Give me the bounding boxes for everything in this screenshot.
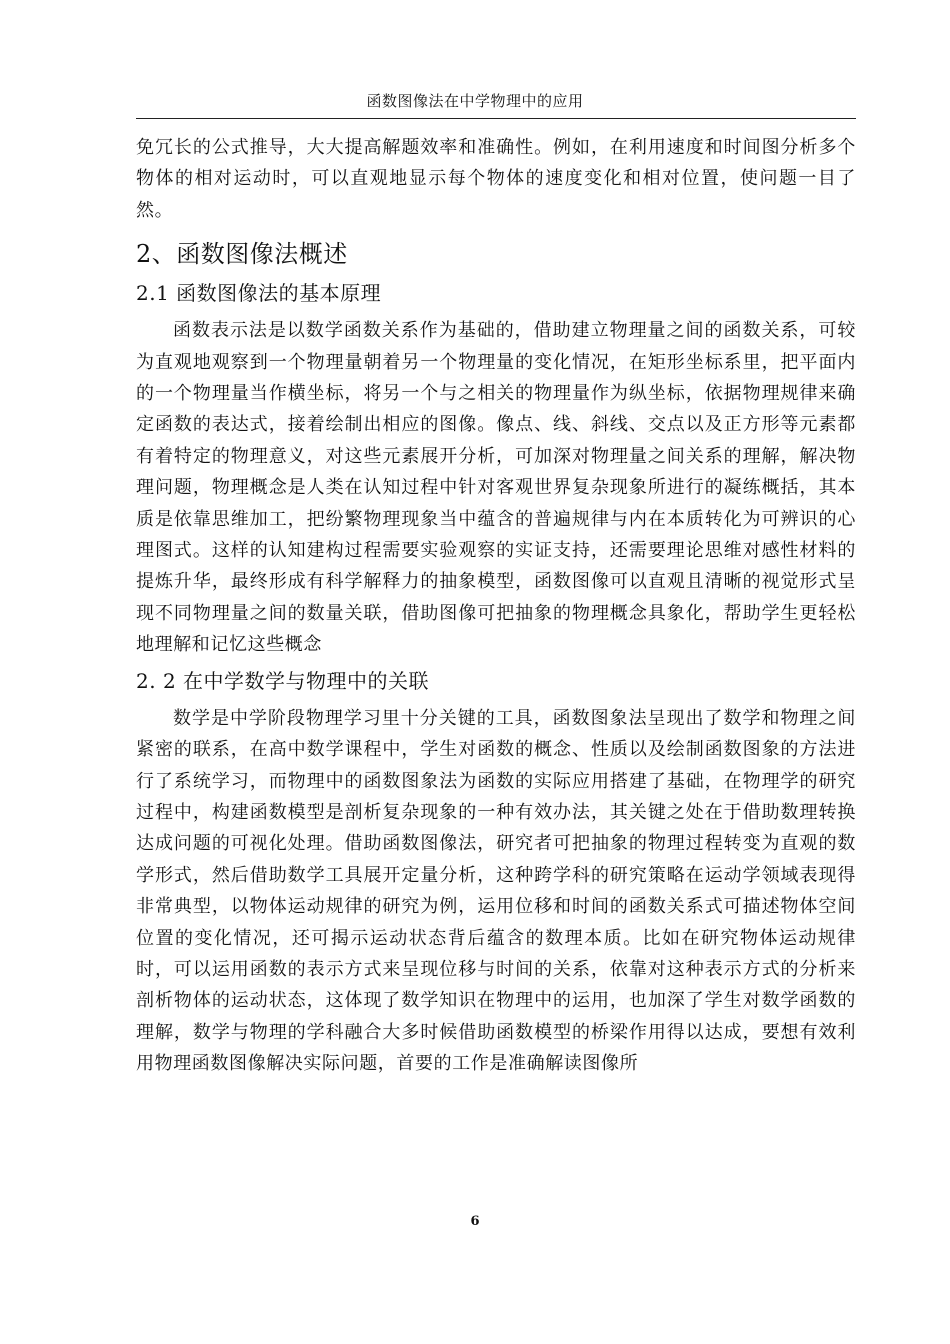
page-number: 6: [470, 1214, 480, 1229]
section-2-heading: 2、函数图像法概述: [136, 240, 348, 269]
header-rule: [136, 118, 856, 119]
section-2-2-heading: 2. 2 在中学数学与物理中的关联: [136, 668, 430, 693]
section-2-1-paragraph: 函数表示法是以数学函数关系作为基础的，借助建立物理量之间的函数关系，可较为直观地观察到一个物理量朝着另一个物理量的变化情况，在矩形坐标系里，把平面内的一个物理量当作横坐标，将另一个与之相关的物理量作为纵坐标，依据物理规律来确定函数的表达式，接着绘制出相应的图像。像点、线、斜线、交点以及正方形等元素都有着特定的物理意义，对这些元素展开分析，可加深对物理量之间关系的理解，解决物理问题，物理概念是人类在认知过程中针对客观世界复杂现象所进行的凝练概括，其本质是依靠思维加工，把纷繁物理现象当中蕴含的普遍规律与内在本质转化为可辨识的心理图式。这样的认知建构过程需要实验观察的实证支持，还需要理论思维对感性材料的提炼升华，最终形成有科学解释力的抽象模型，函数图像可以直观且清晰的视觉形式呈现不同物理量之间的数量关联，借助图像可把抽象的物理概念具象化，帮助学生更轻松地理解和记忆这些概念: [136, 320, 856, 656]
running-header-title: 函数图像法在中学物理中的应用: [366, 92, 584, 110]
intro-paragraph: 免冗长的公式推导，大大提高解题效率和准确性。例如，在利用速度和时间图分析多个物体的相对运动时，可以直观地显示每个物体的速度变化和相对位置，使问题一目了然。: [136, 137, 856, 221]
page-body: [136, 132, 856, 1080]
section-2-2-paragraph: 数学是中学阶段物理学习里十分关键的工具，函数图象法呈现出了数学和物理之间紧密的联系，在高中数学课程中，学生对函数的概念、性质以及绘制函数图象的方法进行了系统学习，而物理中的函数图象法为函数的实际应用搭建了基础，在物理学的研究过程中，构建函数模型是剖析复杂现象的一种有效办法，其关键之处在于借助数理转换达成问题的可视化处理。借助函数图像法，研究者可把抽象的物理过程转变为直观的数学形式，然后借助数学工具展开定量分析，这种跨学科的研究策略在运动学领域表现得非常典型，以物体运动规律的研究为例，运用位移和时间的函数关系式可描述物体空间位置的变化情况，还可揭示运动状态背后蕴含的数理本质。比如在研究物体运动规律时，可以运用函数的表示方式来呈现位移与时间的关系，依靠对这种表示方式的分析来剖析物体的运动状态，这体现了数学知识在物理中的运用，也加深了学生对数学函数的理解，数学与物理的学科融合大多时候借助函数模型的桥梁作用得以达成，要想有效利用物理函数图像解决实际问题，首要的工作是准确解读图像所: [136, 707, 856, 1075]
section-2-1-heading: 2.1 函数图像法的基本原理: [136, 281, 382, 306]
